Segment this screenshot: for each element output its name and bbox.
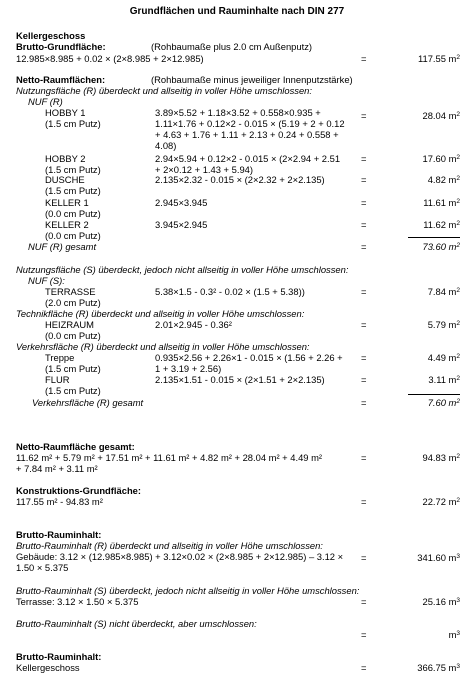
equals-sign: = (361, 452, 367, 463)
equals-sign: = (361, 219, 367, 230)
rauminhalt-label: Brutto-Rauminhalt: (16, 529, 102, 540)
netto-raumflaechen-note: (Rohbaumaße minus jeweiliger Innenputzstärke) (151, 74, 353, 85)
verkehrsflaeche-heading: Verkehrsfläche (R) überdeckt und allseitig in voller Höhe umschlossen: (16, 341, 310, 352)
room-formula: 3.945×2.945 (155, 219, 208, 230)
equals-sign: = (361, 53, 367, 64)
nuf-r-label: NUF (R) (28, 96, 63, 107)
rauminhalt-n-result: $m^3$ (448, 629, 460, 640)
rauminhalt-r-formula: Gebäude: 3.12 × (12.985×8.985) + 3.12×0.02 × (2×8.985 + 2×12.985) – 3.12 × (16, 551, 344, 562)
room-name: HOBBY 1 (45, 107, 86, 118)
technikflaeche-heading: Technikfläche (R) überdeckt und allseitig in voller Höhe umschlossen: (16, 308, 305, 319)
room-result: 3.11 $m^2$ (428, 374, 460, 385)
konstruktion-formula: 117.55 m² - 94.83 m² (16, 496, 103, 507)
brutto-grundflaeche-label: Brutto-Grundfläche: (16, 41, 106, 52)
konstruktion-result: 22.72 $m^2$ (422, 496, 460, 507)
floor-heading: Kellergeschoss (16, 30, 86, 41)
summary-label: Brutto-Rauminhalt: (16, 651, 102, 662)
equals-sign: = (361, 110, 367, 121)
room-formula: 2.945×3.945 (155, 197, 208, 208)
room-result: 4.49 $m^2$ (427, 352, 460, 363)
sum-underline (408, 394, 460, 395)
nuf-s-label: NUF (S): (28, 275, 65, 286)
room-name: FLUR (45, 374, 70, 385)
rauminhalt-r-heading: Brutto-Rauminhalt (R) überdeckt und allseitig in voller Höhe umschlossen: (16, 540, 323, 551)
rauminhalt-r-result: 341.60 $m^3$ (417, 552, 460, 563)
netto-gesamt-label: Netto-Raumfläche gesamt: (16, 441, 135, 452)
sum-underline (408, 237, 460, 238)
equals-sign: = (361, 319, 367, 330)
nuf-r-total-label: NUF (R) gesamt (28, 241, 97, 252)
equals-sign: = (361, 174, 367, 185)
brutto-grundflaeche-result: 117.55 $m^2$ (417, 53, 460, 64)
room-putz: (2.0 cm Putz) (45, 297, 101, 308)
netto-gesamt-result: 94.83 $m^2$ (422, 452, 460, 463)
room-putz: (1.5 cm Putz) (45, 385, 101, 396)
equals-sign: = (361, 286, 367, 297)
equals-sign: = (361, 397, 367, 408)
equals-sign: = (361, 197, 367, 208)
rauminhalt-n-heading: Brutto-Rauminhalt (S) nicht überdeckt, aber umschlossen: (16, 618, 257, 629)
summary-floor: Kellergeschoss (16, 662, 80, 673)
equals-sign: = (361, 374, 367, 385)
rauminhalt-s-formula: Terrasse: 3.12 × 1.50 × 5.375 (16, 596, 139, 607)
room-name: KELLER 2 (45, 219, 89, 230)
room-result: 7.84 $m^2$ (427, 286, 460, 297)
room-formula: 5.38×1.5 - 0.3² - 0.02 × (1.5 + 5.38)) (155, 286, 305, 297)
equals-sign: = (361, 662, 367, 673)
brutto-grundflaeche-formula: 12.985×8.985 + 0.02 × (2×8.985 + 2×12.985) (16, 53, 204, 64)
room-name: HOBBY 2 (45, 153, 86, 164)
room-result: 4.82 $m^2$ (427, 174, 460, 185)
equals-sign: = (361, 596, 367, 607)
room-formula: 2.01×2.945 - 0.36² (155, 319, 232, 330)
room-formula: 2.135×2.32 - 0.015 × (2×2.32 + 2×2.135) (155, 174, 325, 185)
room-result: 11.62 $m^2$ (423, 219, 460, 230)
vf-total-result: 7.60 $m^2$ (427, 397, 460, 408)
summary-result: 366.75 $m^3$ (417, 662, 460, 673)
room-formula: 3.89×5.52 + 1.18×3.52 + 0.558×0.935 + (155, 107, 321, 118)
room-formula: 1 + 3.19 + 2.56) (155, 363, 222, 374)
nutzungsflaeche-r-heading: Nutzungsfläche (R) überdeckt und allseitig in voller Höhe umschlossen: (16, 85, 312, 96)
page-title: Grundflächen und Rauminhalte nach DIN 277 (129, 6, 345, 17)
room-result: 17.60 $m^2$ (422, 153, 460, 164)
room-result: 28.04 $m^2$ (422, 110, 460, 121)
equals-sign: = (361, 496, 367, 507)
room-formula: 0.935×2.56 + 2.26×1 - 0.015 × (1.56 + 2.26 + (155, 352, 343, 363)
room-formula: 1.11×1.76 + 0.12×2 - 0.015 × (5.19 + 2 + 0.12 (155, 118, 345, 129)
room-putz: (0.0 cm Putz) (45, 230, 101, 241)
equals-sign: = (361, 552, 367, 563)
netto-gesamt-formula: + 7.84 m² + 3.11 m² (16, 463, 98, 474)
rauminhalt-r-formula: 1.50 × 5.375 (16, 562, 69, 573)
room-name: HEIZRAUM (45, 319, 94, 330)
room-name: KELLER 1 (45, 197, 89, 208)
room-putz: (0.0 cm Putz) (45, 330, 101, 341)
netto-gesamt-formula: 11.62 m² + 5.79 m² + 17.51 m² + 11.61 m² + 4.82 m² + 28.04 m² + 4.49 m² (16, 452, 323, 463)
room-formula: 2.135×1.51 - 0.015 × (2×1.51 + 2×2.135) (155, 374, 325, 385)
netto-raumflaechen-label: Netto-Raumflächen: (16, 74, 106, 85)
vf-total-label: Verkehrsfläche (R) gesamt (32, 397, 144, 408)
rauminhalt-s-heading: Brutto-Rauminhalt (S) überdeckt, jedoch nicht allseitig in voller Höhe umschlossen: (16, 585, 360, 596)
rauminhalt-s-result: 25.16 $m^3$ (422, 596, 460, 607)
room-formula: 4.08) (155, 140, 177, 151)
room-result: 11.61 $m^2$ (423, 197, 460, 208)
equals-sign: = (361, 241, 367, 252)
room-putz: (1.5 cm Putz) (45, 164, 101, 175)
room-name: Treppe (45, 352, 75, 363)
equals-sign: = (361, 352, 367, 363)
room-putz: (1.5 cm Putz) (45, 185, 101, 196)
room-putz: (1.5 cm Putz) (45, 363, 101, 374)
nutzungsflaeche-s-heading: Nutzungsfläche (S) überdeckt, jedoch nicht allseitig in voller Höhe umschlossen: (16, 264, 349, 275)
room-formula: + 4.63 + 1.76 + 1.11 + 2.13 + 0.24 + 0.558 + (155, 129, 339, 140)
room-name: DUSCHE (45, 174, 85, 185)
konstruktion-label: Konstruktions-Grundfläche: (16, 485, 142, 496)
equals-sign: = (361, 153, 367, 164)
room-formula: + 2×0.12 + 1.43 + 5.94) (155, 164, 253, 175)
brutto-grundflaeche-note: (Rohbaumaße plus 2.0 cm Außenputz) (151, 41, 313, 52)
equals-sign: = (361, 629, 367, 640)
room-putz: (1.5 cm Putz) (45, 118, 101, 129)
nuf-r-total-result: 73.60 $m^2$ (422, 241, 460, 252)
room-result: 5.79 $m^2$ (427, 319, 460, 330)
room-putz: (0.0 cm Putz) (45, 208, 101, 219)
room-formula: 2.94×5.94 + 0.12×2 - 0.015 × (2×2.94 + 2.51 (155, 153, 341, 164)
room-name: TERRASSE (45, 286, 96, 297)
